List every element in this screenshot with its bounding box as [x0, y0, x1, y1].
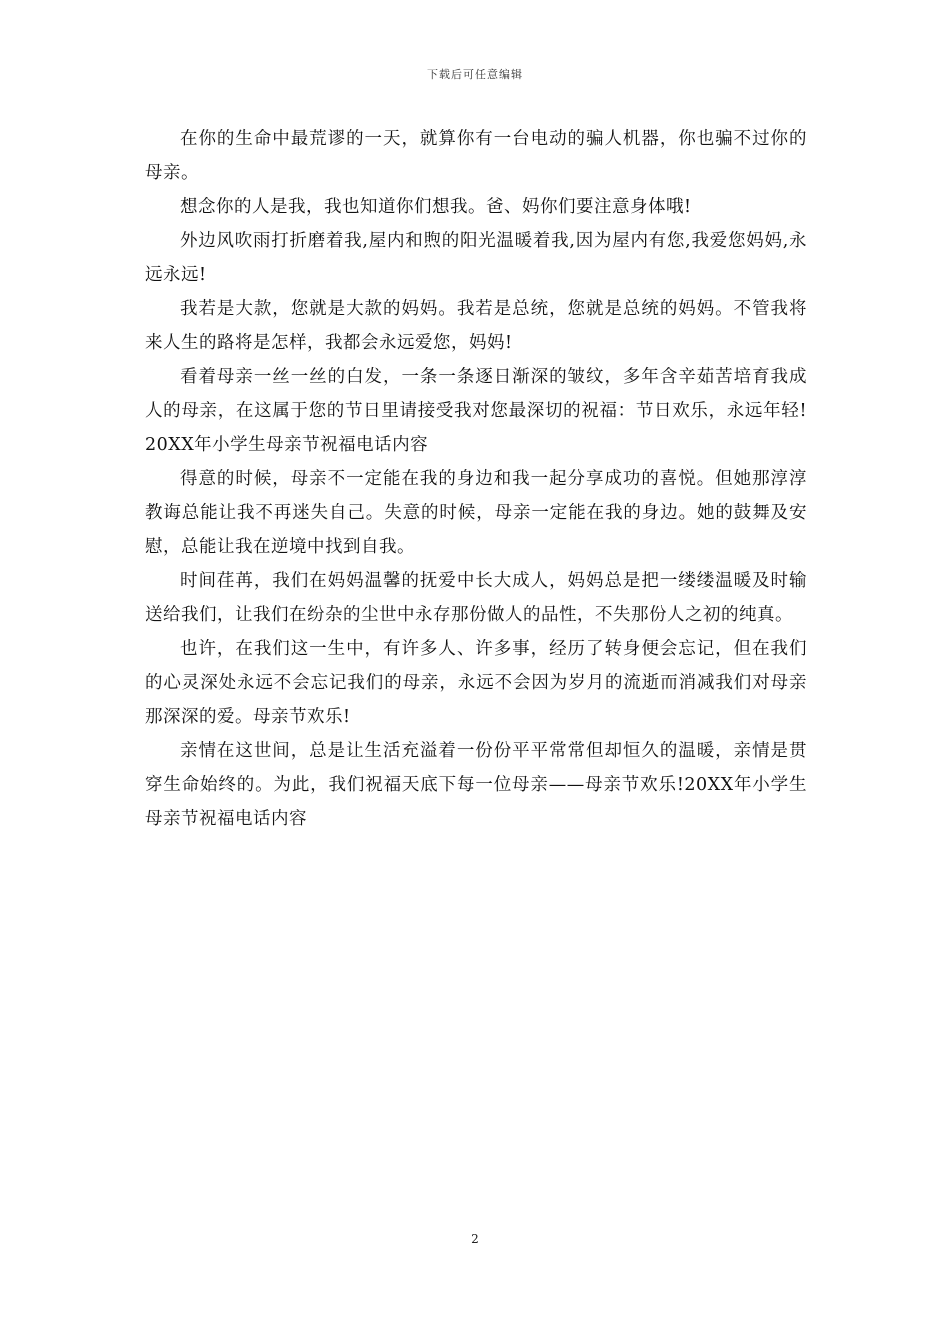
page-number: 2 [471, 1232, 479, 1246]
paragraph-4: 我若是大款，您就是大款的妈妈。我若是总统，您就是总统的妈妈。不管我将来人生的路将是怎样，我都会永远爱您，妈妈! [145, 299, 807, 353]
paragraph-7: 时间荏苒，我们在妈妈温馨的抚爱中长大成人，妈妈总是把一缕缕温暖及时输送给我们，让我们在纷杂的尘世中永存那份做人的品性，不失那份人之初的纯真。 [145, 571, 807, 625]
page-header: 下载后可任意编辑 [427, 68, 523, 81]
paragraph-5: 看着母亲一丝一丝的白发，一条一条逐日渐深的皱纹，多年含辛茹苦培育我成人的母亲，在这属于您的节日里请接受我对您最深切的祝福：节日欢乐，永远年轻!20XX年小学生母亲节祝福电话内容 [145, 367, 807, 455]
document-body [145, 122, 807, 836]
paragraph-2: 想念你的人是我，我也知道你们想我。爸、妈你们要注意身体哦! [180, 197, 692, 217]
paragraph-6: 得意的时候，母亲不一定能在我的身边和我一起分享成功的喜悦。但她那淳淳教诲总能让我不再迷失自己。失意的时候，母亲一定能在我的身边。她的鼓舞及安慰，总能让我在逆境中找到自我。 [145, 469, 807, 557]
paragraph-3: 外边风吹雨打折磨着我,屋内和煦的阳光温暖着我,因为屋内有您,我爱您妈妈,永远永远! [145, 231, 807, 285]
paragraph-9: 亲情在这世间，总是让生活充溢着一份份平平常常但却恒久的温暖，亲情是贯穿生命始终的。为此，我们祝福天底下每一位母亲——母亲节欢乐!20XX年小学生母亲节祝福电话内容 [145, 741, 807, 829]
paragraph-8: 也许，在我们这一生中，有许多人、许多事，经历了转身便会忘记，但在我们的心灵深处永远不会忘记我们的母亲，永远不会因为岁月的流逝而消减我们对母亲那深深的爱。母亲节欢乐! [145, 639, 807, 727]
paragraph-1: 在你的生命中最荒谬的一天，就算你有一台电动的骗人机器，你也骗不过你的母亲。 [145, 129, 807, 183]
